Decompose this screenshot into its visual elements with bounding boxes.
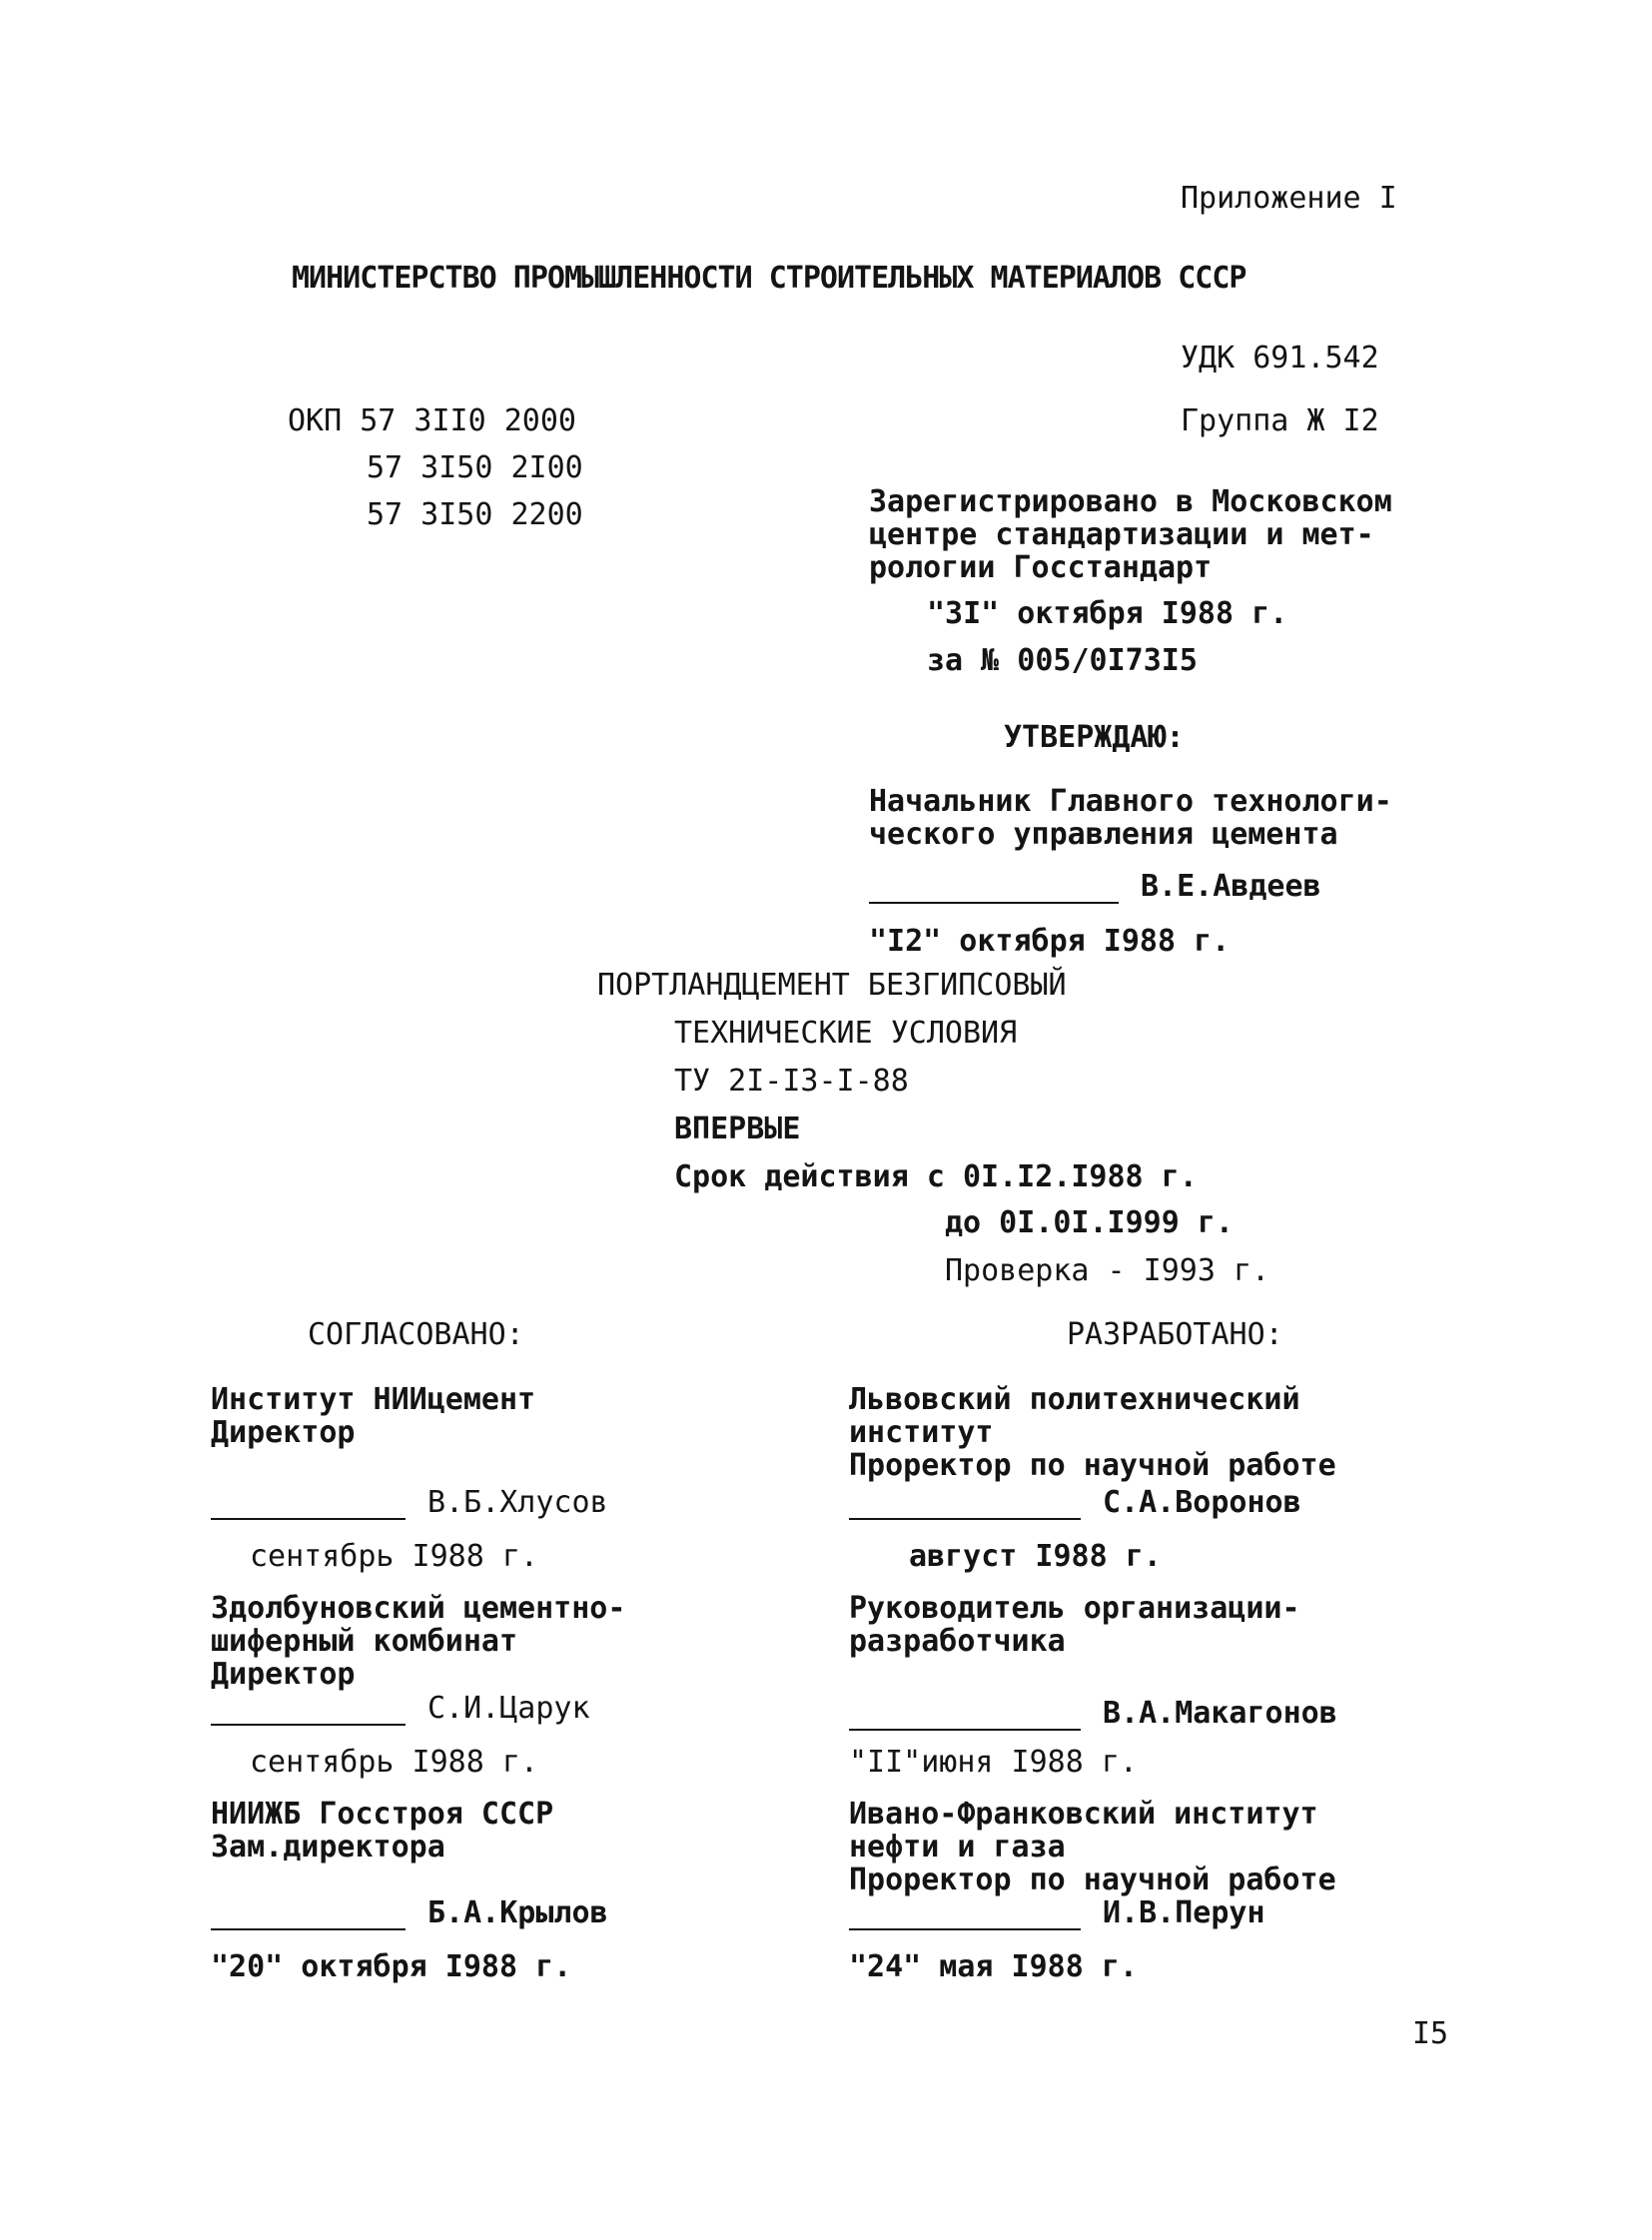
agreed-org-2: Здолбуновский цементно- шиферный комбинат Директор: [211, 1591, 626, 1692]
agreed-org-3: НИИЖБ Госстроя СССР Зам.директора: [211, 1797, 554, 1865]
signature-line: [869, 874, 1119, 904]
developed-signature-2: [849, 1696, 1337, 1731]
okp-code-2: 57 3I50 2I00: [367, 450, 583, 485]
agreed-signature-1: [211, 1485, 608, 1520]
signature-line: [849, 1490, 1081, 1520]
agreed-date-2: сентябрь I988 г.: [250, 1745, 538, 1780]
developed-org-2: Руководитель организации- разработчика: [849, 1591, 1300, 1659]
review-date: Проверка - I993 г.: [945, 1253, 1270, 1288]
developed-org-1: Львовский политехнический институт Проректор по научной работе: [849, 1382, 1336, 1483]
developed-heading: РАЗРАБОТАНО:: [1067, 1317, 1283, 1352]
approval-position: Начальник Главного технологи- ческого управления цемента: [869, 784, 1392, 852]
developed-date-1: август I988 г.: [909, 1539, 1162, 1574]
developed-date-3: "24" мая I988 г.: [849, 1949, 1138, 1984]
approver-name: В.Е.Авдеев: [1141, 869, 1321, 904]
udk-code: УДК 691.542: [1181, 341, 1379, 375]
agreed-signature-3: [211, 1895, 608, 1930]
agreed-date-1: сентябрь I988 г.: [250, 1539, 538, 1574]
signer-name: И.В.Перун: [1103, 1895, 1265, 1930]
signer-name: С.А.Воронов: [1103, 1485, 1301, 1520]
agreed-heading: СОГЛАСОВАНО:: [308, 1317, 524, 1352]
developed-signature-1: [849, 1485, 1301, 1520]
group-code: Группа Ж I2: [1181, 403, 1379, 438]
agreed-date-3: "20" октября I988 г.: [211, 1949, 572, 1984]
specification-code: ТУ 2I-I3-I-88: [674, 1064, 909, 1099]
agreed-org-1: Институт НИИцемент Директор: [211, 1382, 536, 1450]
validity-from: Срок действия с 0I.I2.I988 г.: [674, 1159, 1198, 1194]
signer-name: Б.А.Крылов: [427, 1895, 608, 1930]
document-subtitle: ТЕХНИЧЕСКИЕ УСЛОВИЯ: [674, 1016, 1018, 1051]
ministry-title: МИНИСТЕРСТВО ПРОМЫШЛЕННОСТИ СТРОИТЕЛЬНЫХ МАТЕРИАЛОВ СССР: [292, 261, 1246, 296]
product-title: ПОРТЛАНДЦЕМЕНТ БЕЗГИПСОВЫЙ: [597, 968, 1067, 1003]
signer-name: В.Б.Хлусов: [427, 1485, 608, 1520]
registration-text: Зарегистрировано в Московском центре стандартизации и мет- рологии Госстандарт: [869, 484, 1392, 585]
approval-heading: УТВЕРЖДАЮ:: [1004, 720, 1185, 755]
appendix-label: Приложение I: [1181, 181, 1397, 216]
page-number: I5: [1412, 2016, 1449, 2051]
developed-org-3: Ивано-Франковский институт нефти и газа Проректор по научной работе: [849, 1797, 1336, 1897]
approval-date: "I2" октября I988 г.: [869, 924, 1231, 959]
signature-line: [211, 1900, 406, 1930]
validity-to: до 0I.0I.I999 г.: [945, 1205, 1234, 1240]
registration-number: за № 005/0I73I5: [927, 643, 1198, 678]
okp-code-3: 57 3I50 2200: [367, 497, 583, 532]
signature-line: [211, 1490, 406, 1520]
developed-date-2: "II"июня I988 г.: [849, 1745, 1138, 1780]
signer-name: С.И.Царук: [427, 1691, 590, 1726]
signature-line: [849, 1900, 1081, 1930]
first-issue-label: ВПЕРВЫЕ: [674, 1112, 801, 1146]
agreed-signature-2: [211, 1691, 590, 1726]
developed-signature-3: [849, 1895, 1265, 1930]
signer-name: В.А.Макагонов: [1103, 1696, 1337, 1731]
approval-signature: [869, 869, 1321, 904]
registration-date: "3I" октября I988 г.: [927, 596, 1288, 631]
signature-line: [211, 1696, 406, 1726]
okp-code-1: ОКП 57 3II0 2000: [288, 403, 576, 438]
signature-line: [849, 1701, 1081, 1731]
